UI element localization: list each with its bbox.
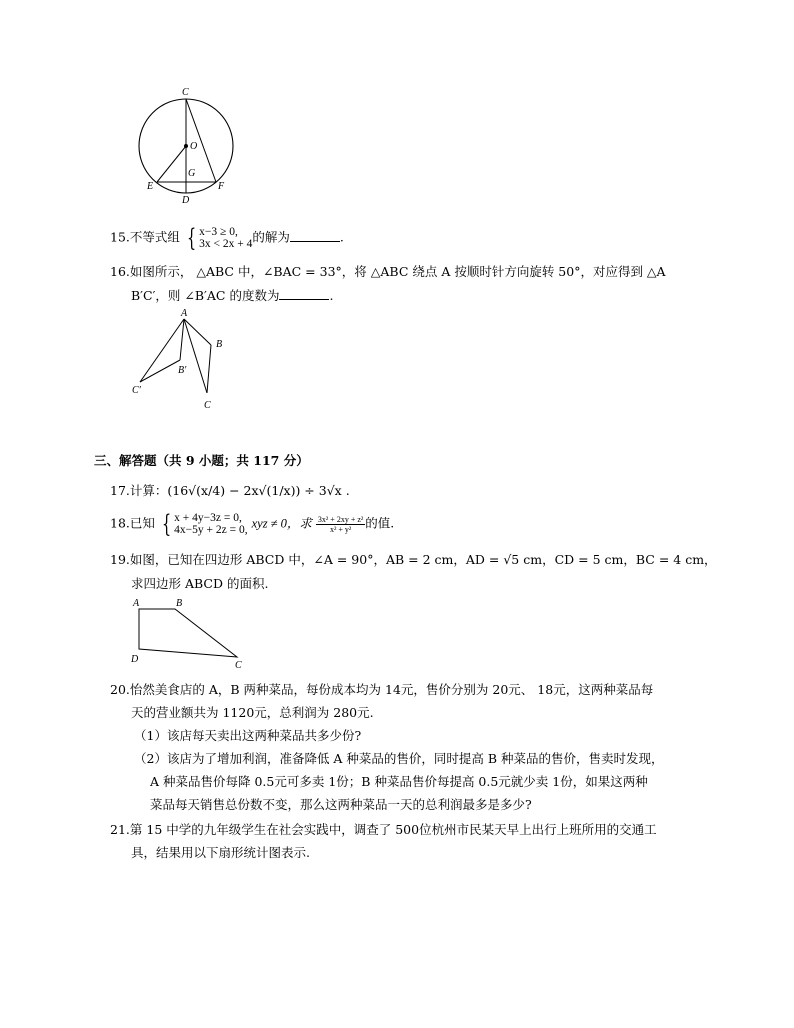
label-b-prime: B′ (178, 365, 187, 376)
equation-system (174, 512, 247, 536)
question-text-after: 的值. (365, 515, 395, 531)
label-b: B (176, 598, 183, 609)
question-20-sub-1: （1）该店每天卖出这两种菜品共多少份? (134, 728, 362, 743)
condition-text: xyz ≠ 0，求 (251, 516, 312, 531)
fraction-denominator: x² + y² (329, 524, 352, 534)
label-o: O (190, 141, 198, 152)
question-20-line-2: 天的营业额共为 1120元，总利润为 280元. (131, 705, 374, 720)
label-c: C (235, 660, 242, 670)
segment-ab-prime (180, 319, 184, 360)
question-text: 如图，已知在四边形 ABCD 中，∠A = 90°，AB = 2 cm，AD = √5 cm，CD = 5 cm，BC = 4 cm， (129, 552, 717, 567)
center-point (184, 144, 188, 148)
label-d: D (182, 195, 190, 206)
label-c: C (204, 400, 211, 411)
label-f: F (218, 181, 225, 192)
question-text: 计算：(16√(x/4) − 2x√(1/x)) ÷ 3√x . (129, 483, 350, 498)
inequality-system (199, 226, 252, 250)
question-20-sub-2-line-2: A 种菜品售价每降 0.5元可多卖 1份；B 种菜品售价每提高 0.5元就少卖 1份，如果这两种 (150, 774, 648, 789)
question-number: 19. (110, 552, 130, 567)
question-text: B′C′，则 ∠B′AC 的度数为 (131, 288, 280, 303)
circle-figure (130, 82, 240, 207)
question-number: 21. (110, 822, 130, 837)
quadrilateral-abcd (139, 609, 237, 657)
fraction-numerator: 3x² + 2xy + z² (317, 514, 364, 524)
quadrilateral-figure (125, 594, 250, 670)
question-text: 已知 (129, 515, 155, 531)
system-line-2: 3x < 2x + 4 (199, 238, 253, 250)
question-text: 不等式组 (129, 229, 180, 245)
question-20-sub-2-line-1: （2）该店为了增加利润，准备降低 A 种菜品的售价，同时提高 B 种菜品的售价，售卖时发现， (134, 751, 664, 766)
question-text: 第 15 中学的九年级学生在社会实践中，调查了 500位杭州市民某天早上出行上班所用的交通工 (129, 822, 657, 837)
label-a: A (181, 308, 188, 319)
label-a: A (133, 598, 140, 609)
question-21-line-1 (110, 820, 657, 838)
label-c-prime: C′ (132, 385, 141, 396)
question-20-line-1 (110, 680, 653, 698)
segment-b-prime-c-prime (140, 360, 180, 382)
question-21-line-2: 具，结果用以下扇形统计图表示. (131, 845, 310, 860)
system-line-1: x−3 ≥ 0, (199, 226, 238, 238)
brace-icon: { (161, 510, 172, 538)
answer-blank[interactable] (279, 288, 329, 300)
system-line-1: x + 4y−3z = 0, (174, 512, 242, 524)
question-text: 如图所示， △ABC 中，∠BAC = 33°，将 △ABC 绕点 A 按顺时针方向旋转 50°，对应得到 △A (129, 264, 666, 279)
question-number: 20. (110, 682, 130, 697)
label-d: D (131, 654, 139, 665)
label-g: G (188, 168, 196, 179)
period: . (339, 229, 344, 245)
question-16-line-2 (131, 286, 333, 304)
label-e: E (147, 181, 154, 192)
answer-blank[interactable] (290, 230, 340, 242)
question-number: 16. (110, 264, 130, 279)
question-text-after: 的解为 (252, 229, 290, 245)
triangle-rotation-figure (125, 305, 235, 415)
brace-icon: { (186, 224, 197, 252)
section-heading: 三、解答题（共 9 小题；共 117 分） (94, 453, 309, 468)
segment-bc (207, 345, 211, 393)
question-15 (110, 226, 344, 250)
label-c: C (182, 87, 189, 98)
period: . (329, 288, 334, 303)
question-18 (110, 512, 394, 536)
system-line-2: 4x−5y + 2z = 0, (174, 524, 248, 536)
question-20-sub-2-line-3: 菜品每天销售总份数不变，那么这两种菜品一天的总利润最多是多少? (150, 797, 532, 812)
question-number: 17. (110, 483, 130, 498)
question-17 (110, 481, 350, 499)
question-19-line-1 (110, 550, 717, 568)
segment-oe (157, 146, 186, 182)
fraction (316, 515, 365, 534)
label-b: B (216, 339, 223, 350)
question-16-line-1 (110, 262, 666, 280)
question-number: 15. (110, 229, 130, 245)
question-number: 18. (110, 515, 130, 531)
question-text: 怡然美食店的 A，B 两种菜品，每份成本均为 14元，售价分别为 20元、 18元，这两种菜品每 (129, 682, 654, 697)
question-19-line-2: 求四边形 ABCD 的面积. (131, 576, 269, 591)
